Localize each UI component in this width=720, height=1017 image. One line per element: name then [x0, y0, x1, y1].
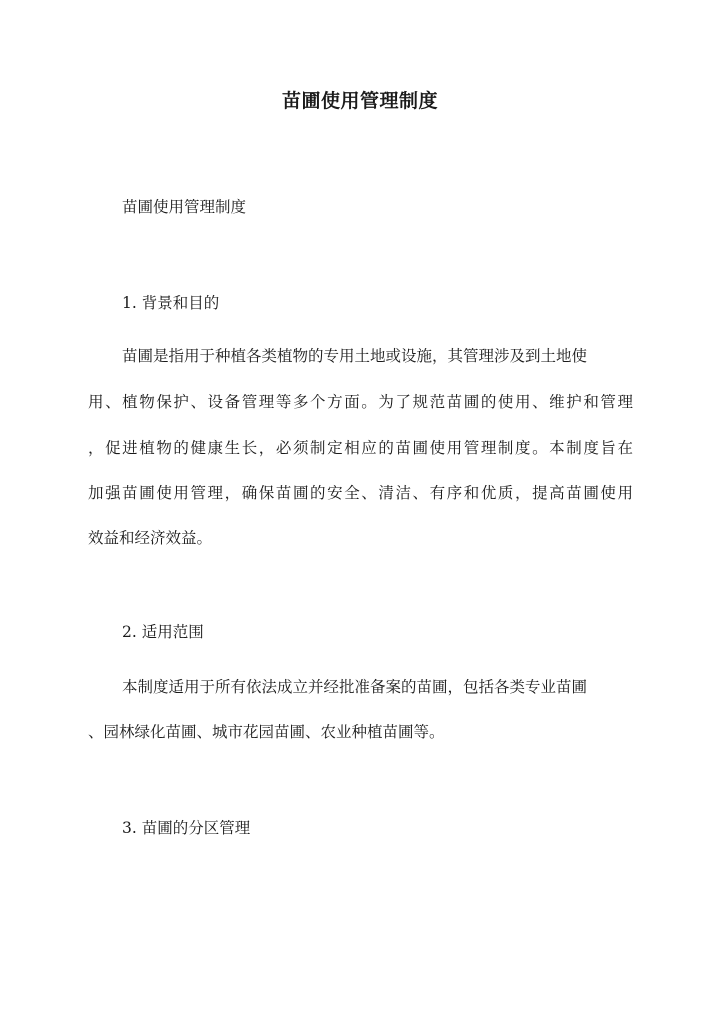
section-1-line-3: ，促进植物的健康生长，必须制定相应的苗圃使用管理制度。本制度旨在	[88, 439, 633, 457]
section-1-line-2: 用、植物保护、设备管理等多个方面。为了规范苗圃的使用、维护和管理	[88, 393, 633, 411]
section-1-line-4: 加强苗圃使用管理，确保苗圃的安全、清洁、有序和优质，提高苗圃使用	[88, 484, 633, 502]
section-2-line-1: 本制度适用于所有依法成立并经批准备案的苗圃，包括各类专业苗圃	[122, 678, 588, 696]
section-3-heading: 3. 苗圃的分区管理	[122, 819, 251, 837]
section-1-line-1: 苗圃是指用于种植各类植物的专用土地或设施，其管理涉及到土地使	[122, 347, 588, 365]
section-1-heading: 1. 背景和目的	[122, 294, 220, 312]
section-2-line-2: 、园林绿化苗圃、城市花园苗圃、农业种植苗圃等。	[88, 723, 445, 741]
section-1-line-5: 效益和经济效益。	[88, 529, 213, 547]
document-title: 苗圃使用管理制度	[281, 90, 438, 112]
document-subtitle: 苗圃使用管理制度	[122, 198, 247, 216]
section-2-heading: 2. 适用范围	[122, 623, 204, 641]
